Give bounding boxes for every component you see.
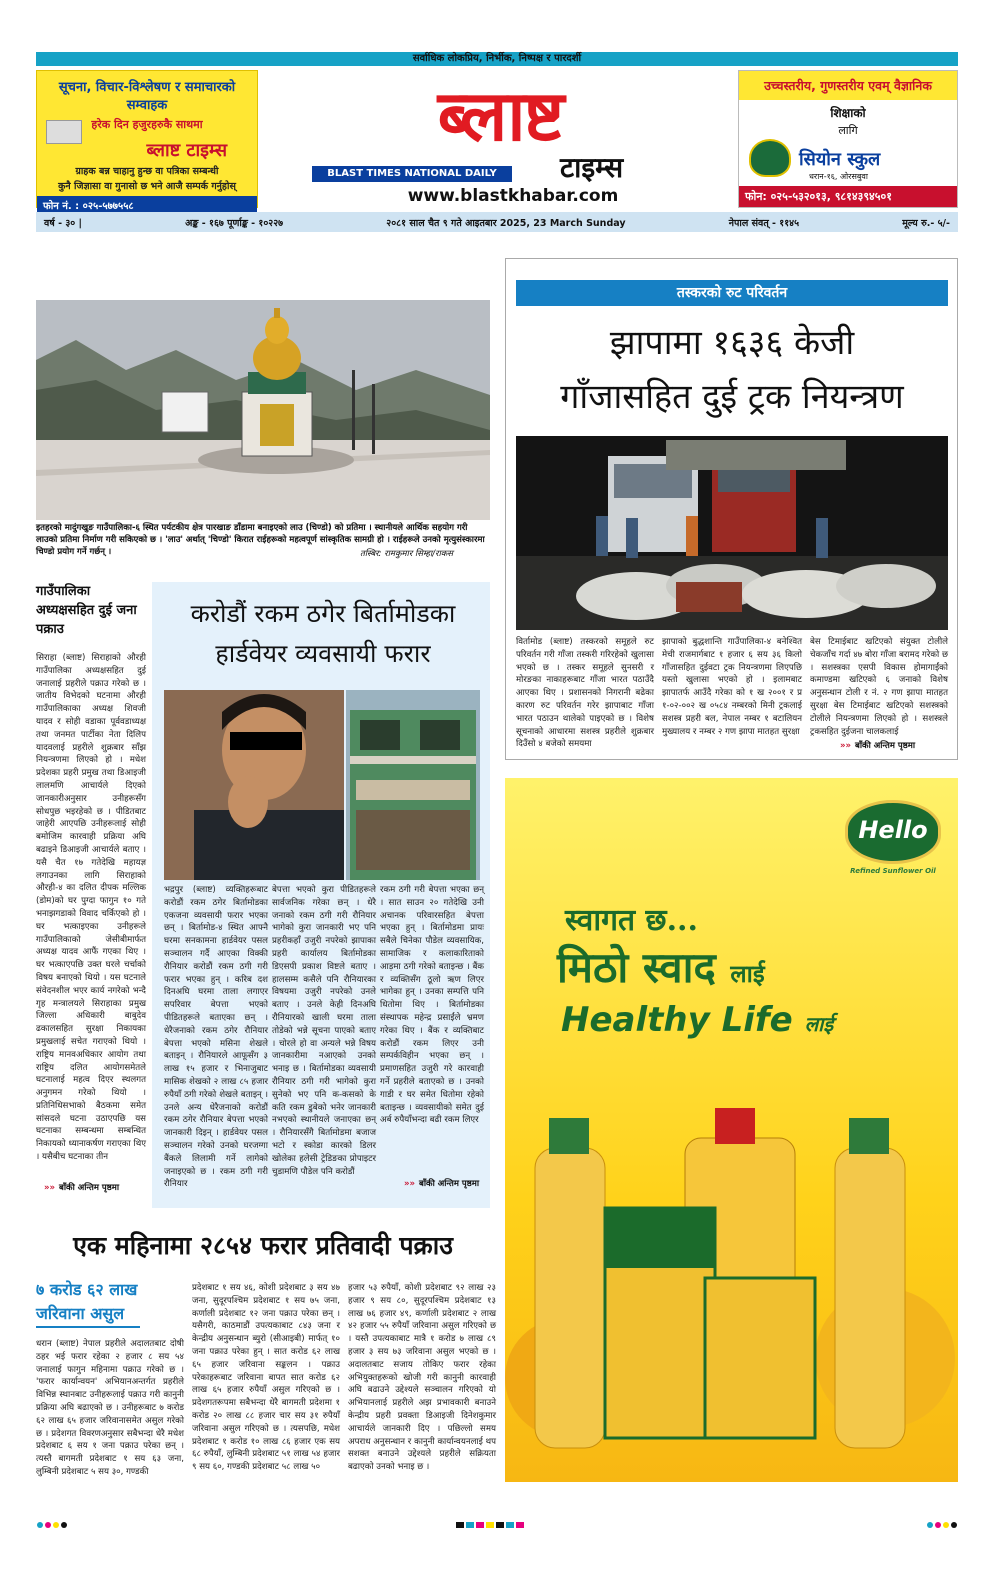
print-color-bar [36, 1520, 958, 1530]
school-address: धरान-१६, ओरसबुवा [809, 172, 868, 181]
absconder-col-1: धरान (ब्लाष्ट) नेपाल प्रहरीले अदालतबाट दोषी ठहर भई फरार रहेका २ हजार ८ सय ५४ जनालाई फागुन महिनामा पक्राउ गरेको छ । 'फरार कार्यान्वयन' अभियानअन्तर्गत प्रहरीले विभिन्न स्थानबाट उनीहरूलाई पक्राउ गरी कानुनी प्रक्रिया अघि बढाएको छ । उनीहरूबाट ७ करोड ६२ लाख ६५ हजार जरिवानासमेत असुल गरेको छ । प्रदेशगत विवरणअनुसार सबैभन्दा धेरै मधेश प्रदेशबाट ६ सय १ जना पक्राउ परेका छन् । त्यस्तै बागमती प्रदेशबाट १ सय ६३ जना, लुम्बिनी प्रदेशबाट ५ सय ३०, गण्डकी [36, 1339, 184, 1477]
hello-ad-line3-suffix: लाई [804, 1012, 834, 1036]
fraud-story-headline[interactable] [164, 594, 482, 674]
fraud-headline-line2: हार्डवेयर व्यवसायी फरार [215, 639, 431, 668]
smuggler-col-1: विर्तामोड (ब्लाष्ट) तस्करको समूहले रुट परिवर्तन गरी गाँजा तस्करी गरिरहेको खुलासा भएको छ । तस्कर समूहले सुनसरी र मोरङका नाकाहरूबाट गाँजा भारत पठाउँदै आएका थिए । प्रशासनको निगरानी बढेका कारण रुट परिवर्तन गरेर झापाबाट गाँजा भारत पठाउन थालेको पाइएको छ । विशेष सूचनाको आधारमा सशस्त्र प्रहरीले शुक्रबार दिउँसो ४ बजेको समयमा [516, 637, 654, 750]
fraud-col-3: रकम ठगी गरी बेपत्ता भएका छन् । सात साउन २० गतेदेखि उनी अचानक परिवारसहित बेपत्ता भएका हुन् । बिर्तामोडमा प्रायः सबैले चिनेका पौडेल व्यवसायिक, सामाजिक र कलाकारिताको आड़मा ठगी गरेको बताइन्छ । बैंक र व्यक्तिसँग ठूलो ऋण लिएर भागेका हुन् । उनका सम्पत्ति पनि धितोमा थिए । बिर्तामोडका संस्थापक महेन्द्र प्रसाईंले भ्रमण गरेका थिए । बैंक र व्यक्तिबाट करोडौं रकम लिएर उनी सम्पर्कविहीन भएका छन् । प्रमाणसहित उजुरी गरे कारवाही गर्ने प्रहरीले बताएको छ । उनको गाडी र घर समेत धितोमा रहेको बताइन्छ । व्यवसायीको समेत दुई अर्ब रुपैयाँभन्दा बढी रकम लिएर [380, 885, 484, 1126]
fraud-headline-line1: करोडौं रकम ठगेर बिर्तामोडका [190, 599, 456, 628]
hello-ad-line2-main: मिठो स्वाद [557, 943, 716, 992]
hello-ad-line2 [557, 938, 765, 995]
smuggler-headline-line1: झापामा १६३६ केजी [609, 323, 855, 363]
dateline-bar [36, 212, 958, 232]
subscription-ad-brand: ब्लाष्ट टाइम्स [146, 140, 227, 161]
subheadline-rule [36, 1326, 140, 1328]
school-name: सियोन स्कुल [799, 149, 881, 170]
subscription-ad-sub: हरेक दिन हजुरहरुकै साथमा [91, 118, 203, 131]
fraud-col-1: भद्रपुर (ब्लाष्ट) व्यक्तिहरूबाट करोडौं रकम ठगेर बिर्तामोडका एकजना व्यवसायी फरार भएका छन् । बिर्तामोड-४ स्थित आफ्नै घरमा सनकामना हार्डवेयर पसल सञ्चालन गर्दै आएका विक्की रौनियार करोडौं रकम ठगी गरी फरार भएका हुन् । करिब दश दिनअघि घरमा ताला लगाएर सपरिवार बेपत्ता भएको पीडितहरूले बताएका छन् । धेरैजनाको रकम ठगेर रौनियार बेपत्ता भएको मसिना शेखले बताइन् । रौनियारले आफूसँग ३ लाख १५ हजार र भिनाजुबाट मासिक शेखको २ लाख ८५ हजार रुपैयाँ ठगी गरेको शेखले बताइन् । उनले अन्य धेरैजनाको करोडौं रकम ठगेर रौनियार बेपत्ता भएको जानकारी दिइन् । हार्डवेयर पसल सञ्चालन गरेको उनको घरजग्गा बैंकले लिलामी गर्ने लागेको जनाइएको छ । रकम ठगी गरी रौनियार [164, 885, 268, 1190]
website-link[interactable]: www.blastkhabar.com [407, 186, 619, 206]
hello-oil-ad[interactable] [505, 778, 958, 1482]
tagline: सर्वाधिक लोकप्रिय, निर्भीक, निष्पक्ष र पारदर्शी [412, 53, 582, 64]
price: मूल्य रु.- ५/- [902, 217, 950, 229]
absconder-story-headline[interactable]: एक महिनामा २८५४ फरार प्रतिवादी पक्राउ [73, 1231, 453, 1260]
hello-brand-sub: Refined Sunflower Oil [850, 867, 936, 875]
school-ad-line1: शिक्षाको [830, 106, 866, 120]
hello-brand-text: Hello [858, 816, 928, 844]
oil-products-illustration [505, 1078, 958, 1482]
smuggler-story-kicker: तस्करको रुट परिवर्तन [516, 280, 948, 306]
shop-building-photo [346, 690, 480, 880]
fraud-continued-link[interactable]: »» बाँकी अन्तिम पृष्ठमा [404, 1179, 480, 1189]
smuggler-continued-label: बाँकी अन्तिम पृष्ठमा [854, 741, 916, 751]
hello-ad-line3-main: Healthy Life [561, 1000, 793, 1040]
seized-trucks-photo [516, 436, 948, 630]
school-ad-headline: उच्चस्तरीय, गुणस्तरीय एवम् वैज्ञानिक [739, 71, 957, 100]
newspaper-thumbnail-icon [46, 120, 82, 144]
masthead-english-name: BLAST TIMES NATIONAL DAILY [312, 166, 512, 182]
side-story-headline[interactable]: गाउँपालिका अध्यक्षसहित दुई जना पक्राउ [36, 584, 137, 637]
subscription-ad-line1: ग्राहक बन्न चाहानु हुन्छ वा पत्रिका सम्बन्धी [75, 166, 219, 177]
photo-caption: इतहरको मादुंगखुङ गाउँपालिका-६ स्थित पर्यटकीय क्षेत्र पारखाङ डाँडामा बनाइएको लाउ (चिण्डो) को प्रतिमा । स्थानीयले आर्थिक सहयोग गरी लाउको प्रतिमा निर्माण गरी सकिएको छ । 'लाउ' अर्थात् 'चिण्डो' किरात राईहरूको महत्वपूर्ण सांस्कृतिक सामग्री हो । राईहरूले उनको मृत्युसंस्कारमा चिण्डो प्रयोग गर्ने गर्छन् । [36, 523, 485, 557]
smuggler-headline-line2: गाँजासहित दुई ट्रक नियन्त्रण [560, 377, 904, 417]
monument-photo [36, 300, 490, 520]
smuggler-story-headline[interactable] [516, 316, 948, 424]
absconder-sub-line2: जरिवाना असुल [36, 1304, 125, 1323]
masthead-title: ब्लाष्ट [437, 74, 563, 157]
masthead-subtitle: टाइम्स [560, 151, 624, 184]
face-blur [230, 732, 302, 750]
hello-ad-welcome: स्वागत छ... [565, 903, 698, 938]
side-continued-link[interactable]: »» बाँकी अन्तिम पृष्ठमा [44, 1183, 120, 1193]
school-phone: फोन: ०२५-५३२०१३, ९८१४३९४५०१ [739, 186, 957, 207]
nepal-samvat: नेपाल संवत् - ११४५ [728, 217, 800, 229]
side-continued-label: बाँकी अन्तिम पृष्ठमा [58, 1183, 120, 1193]
side-story-body: सिराहा (ब्लाष्ट) सिराहाको औरही गाउँपालिका अध्यक्षसहित दुई जनालाई प्रहरीले पक्राउ गरेको छ । जातीय विभेदको घटनामा औरही गाउँपालिकाका अध्यक्ष शिवजी यादव र सोही वडाका पूर्ववडाध्यक्ष तथा जनमत पार्टीका नेता दिलिप यादवलाई प्रहरीले शुक्रबार साँझ नियन्त्रणमा लिएको हो । मधेश प्रदेशका प्रहरी प्रमुख तथा डिआइजी लालमणि आचार्यले दिएको जानकारीअनुसार उनीहरूसँग सोधपुछ भइरहेको छ । पीडितबाट जाहेरी आएपछि उनीहरूलाई सोही बमोजिम कारवाही प्रक्रिया अघि बढाइने डिआइजी आचार्यले बताए । यसै चैत १७ गतेदेखि महायज्ञ लगाउनका लागि सिराहाको औरही-४ का दलित दीपक मल्लिक (डोम)को घर पुग्दा फागुन १० गते भनाझगडाको विवाद चर्किएको हो । घर भत्काइएका उनीहरूले गाउँपालिकाको जेसीबीमार्फत अध्यक्ष यादव आफैं गएका थिए । घर भत्काएपछि उक्त घरले चर्चाको विषय बनाएको थियो । यस घटनाले संवेदनशील भएर कार्य नगरेको भन्दै गृह मन्त्रालयले सिराहाका प्रमुख जिल्ला अधिकारी बाबुदेव ढकालसहित सुरक्षा निकायका प्रमुखलाई सचेत गराएको थियो । राष्ट्रिय मानवअधिकार आयोग तथा राष्ट्रिय दलित आयोगसमेतले घटनालाई महत्व दिएर स्थलगत अनुगमन गरेको थियो । प्रतिनिधिसभाको बैठकमा समेत सांसदले घटना उठाएपछि यस घटनाका सम्बन्धमा सम्बन्धित निकायको ध्यानाकर्षण गराएका थिए । यसैबीच घटनाका तीन [36, 653, 146, 1163]
absconder-col-2: प्रदेशबाट १ सय ४६, कोशी प्रदेशबाट ३ सय ४७ जना, सुदूरपश्चिम प्रदेशबाट १ सय ७५ जना, कर्णाली प्रदेशबाट १२ जना पक्राउ परेका छन् । यसैगरी, काठमाडौं उपत्यकाबाट ८४३ जना र केन्द्रीय अनुसन्धान ब्युरो (सीआइबी) मार्फत् १० जना पक्राउ परेका हुन् । सात करोड ६२ लाख ६५ हजार जरिवाना सङ्कलन । पक्राउ परेकाहरूबाट जरिवाना बापत सात करोड ६२ लाख ६५ हजार रुपैयाँ असुल गरिएको छ । प्रदेशगतरूपमा सबैभन्दा धेरै बागमती प्रदेशमा १ करोड २० लाख ८८ हजार चार सय ३१ रुपैयाँ जरिवाना असुल गरिएको छ । त्यसपछि, मधेश प्रदेशबाट १ करोड १० लाख ८६ हजार एक सय ६८ रुपैयाँ, लुम्बिनी प्रदेशबाट ५१ लाख ५४ हजार ९ सय ६०, गण्डकी प्रदेशबाट ५८ लाख ५० [192, 1283, 340, 1473]
fraud-continued-label: बाँकी अन्तिम पृष्ठमा [418, 1179, 480, 1189]
school-ad-line2: लागि [838, 124, 858, 137]
school-crest-icon [749, 139, 791, 177]
absconder-subheadline [36, 1278, 176, 1326]
hello-ad-line3 [561, 1000, 833, 1040]
smuggler-col-2: झापाको बुद्धशान्ति गाउँपालिका-४ बनेश्वित मेची राजमार्गबाट १ हजार ६ सय ३६ किलो गाँजासहित दुईवटा ट्रक नियन्त्रणमा लिएपछि यस्तो खुलासा भएको हो । इलामबाट झापातर्फ आउँदै गरेका को १ ख २००१ र प्र १-०२-००२ ख ०५८४ नम्बरको मिनी ट्रकलाई सशस्त्र प्रहरी बल, नेपाल नम्बर १ बटालियन मुख्यालय र नम्बर २ गण झापा मातहत सुरक्षा [662, 637, 802, 737]
hello-logo [845, 800, 941, 875]
issue-number: अङ्क - १६७ पूर्णाङ्क - १०२२७ [185, 217, 284, 229]
absconder-col-3: हजार ५३ रुपैयाँ, कोशी प्रदेशबाट ९२ लाख २३ हजार ९ सय ८०, सुदूरपश्चिम प्रदेशबाट १३ लाख ७६ हजार ४९, कर्णाली प्रदेशबाट २ लाख ४२ हजार ५५ रुपैयाँ जरिवाना असुल गरिएको छ । यस्तै उपत्यकाबाट मात्रै १ करोड ७ लाख ८९ हजार ३ सय ७३ जरिवाना असुल भएको छ । अदालतबाट सजाय तोकिए फरार रहेका अभियुक्तहरूको खोजी गरी कानुनी कारवाही अघि बढाउने उद्देश्यले सञ्चालन गरिएको यो अभियानलाई प्रहरीले अझ प्रभावकारी बनाउने केन्द्रीय प्रहरी प्रवक्ता डिआइजी दिनेशकुमार आचार्यले जानकारी दिए । पछिल्लो समय अपराध अनुसन्धान र कानुनी कार्यान्वयनलाई थप सशक्त बनाउने उद्देश्यले प्रहरीले सक्रियता बढाएको उनको भनाइ छ । [348, 1283, 496, 1473]
fraud-col-2: बेपत्ता भएको कुरा पीडितहरूले सार्वजनिक गरेका छन् । धेरै जनाको रकम ठगी गरी रौनियार भागेको कुरा जानकारी भए पनि प्रहरीकहाँ उजुरी नपरेको झापाका प्रहरी कार्यालय बिर्तामोडका डिएसपी प्रकाश विष्टले बताए । हालसम्म कसैले पनि रौनियारका विषयमा उजुरी नपरेको उनले बताए । उनले केही दिनअघि रौनियारको खाली घरमा ताला तोडेको भन्ने सूचना पाएको बताए । चोरले हो वा अन्यले भन्ने विषय जानकारीमा नआएको उनको भनाइ छ । बिर्तामोडका व्यवसायी रौनियार ठगी गरी भागेको कुरा सुनेको भए पनि क-कसको के कति रकम डुबेको भनेर जानकारी नभएको स्थानीयले जनाएका छन् । रौनियारसँगै बिर्तामोडमा बजाज भटो र स्कोडा कारको डिलर खोलेका हलेसी ट्रेडिङका प्रोपाइटर चुडामणि पौडेल पनि करोडौं [272, 885, 376, 1177]
publication-date: २०८१ साल चैत ९ गते आइतबार 2025, 23 March Sunday [386, 217, 626, 229]
subscription-ad-line2: कुनै जिज्ञासा वा गुनासो छ भने आजै सम्पर्क गर्नुहोस् [58, 181, 236, 192]
suspect-photo [164, 690, 344, 880]
hello-ad-line2-suffix: लाई [730, 959, 765, 988]
smuggler-col-3: बेस टिमाईबाट खटिएको संयुक्त टोलीले चेकजाँच गर्दा ४७ बोरा गाँजा बरामद गरेको छ । सशस्त्रका एसपी विकास होमागाईंको कमाण्डमा खटिएको ६ जनाको विशेष अनुसन्धान टोली र नं. २ गण झापा मातहत सुरक्षा बेस टिमाईबाट खटिएको सशस्त्रको टोलीले नियन्त्रणमा लिएको हो । सशस्त्रले ट्रकसहित दुईजना चालकलाई [810, 637, 948, 737]
volume: वर्ष - ३० | [44, 217, 82, 229]
subscription-ad-headline: सूचना, विचार-विश्लेषण र समाचारको सम्वाहक [37, 71, 257, 115]
photo-credit: तस्बिर: रामकुमार सिम्हा/राकस [360, 549, 454, 559]
subscription-ad-phone: फोन नं. : ०२५-५७७५५८ [37, 196, 257, 214]
absconder-sub-line1: ७ करोड ६२ लाख [36, 1280, 138, 1299]
school-ad[interactable] [738, 70, 958, 208]
smuggler-continued-link[interactable]: »» बाँकी अन्तिम पृष्ठमा [840, 741, 916, 751]
